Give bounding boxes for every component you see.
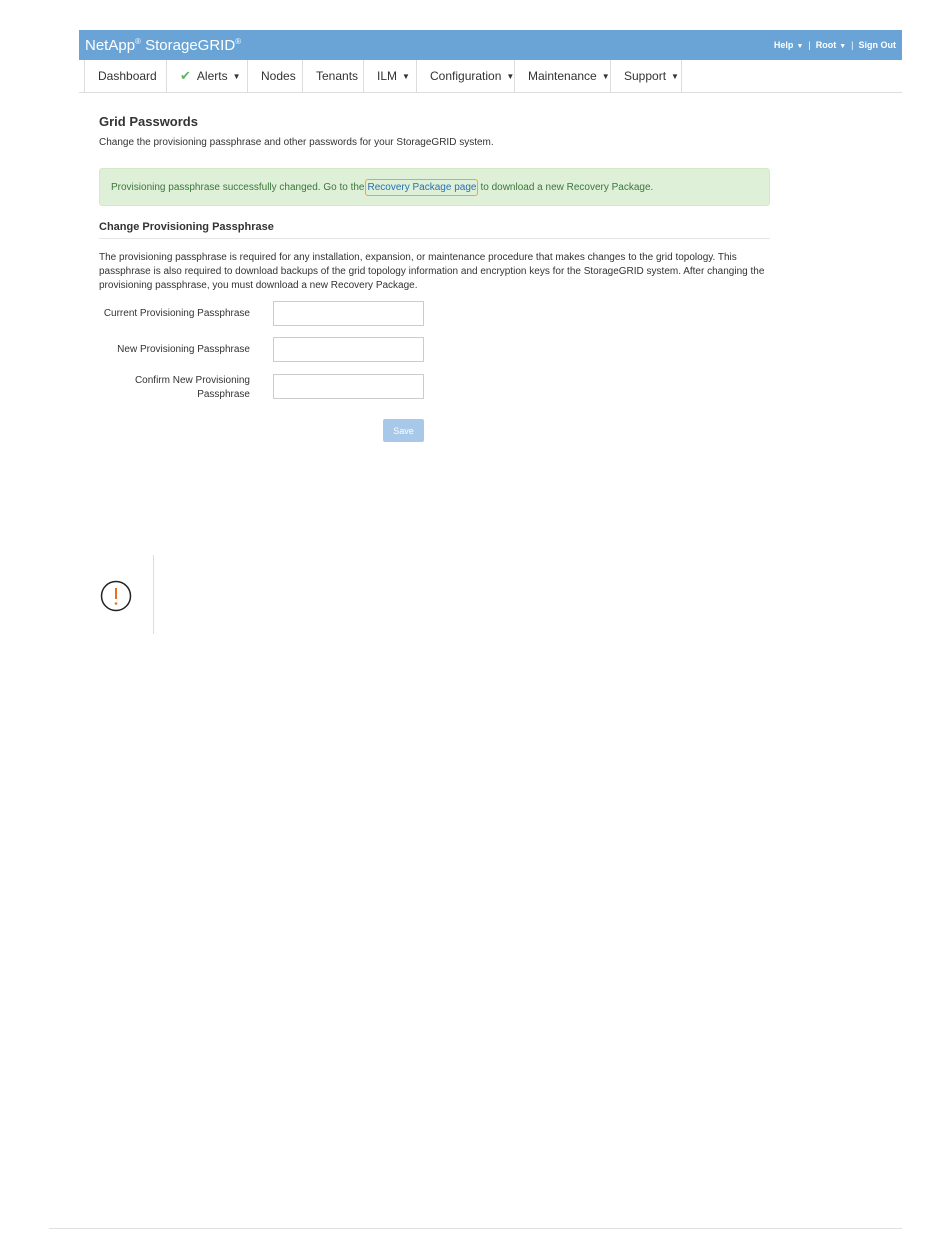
- brand-name: NetApp: [85, 36, 136, 54]
- separator: |: [808, 40, 811, 50]
- sign-out-link[interactable]: Sign Out: [858, 40, 896, 50]
- caret-down-icon: ▼: [796, 43, 804, 50]
- nav-tenants-label: Tenants: [316, 69, 359, 83]
- current-passphrase-row: [99, 301, 250, 326]
- alert-text-after: to download a new Recovery Package.: [480, 181, 654, 193]
- confirm-passphrase-row: [99, 374, 250, 402]
- current-passphrase-label: Current Provisioning Passphrase: [103, 307, 250, 319]
- nav-alerts[interactable]: [166, 60, 247, 92]
- new-passphrase-label: New Provisioning Passphrase: [117, 343, 250, 355]
- nav-dashboard[interactable]: [84, 60, 166, 92]
- brand-logo[interactable]: [85, 37, 241, 54]
- nav-ilm-label: ILM: [377, 69, 398, 83]
- section-description: The provisioning passphrase is required for any installation, expansion, or maintenance procedure that makes changes to the grid topology. This passphrase is also required to download backups of the grid topology information and encryption keys for the StorageGRID system. After changing the provisioning passphrase, you must download a new Recovery Package.: [99, 252, 765, 291]
- caret-down-icon: ▼: [232, 71, 241, 81]
- caret-down-icon: ▼: [402, 71, 410, 81]
- alert-text-before: Provisioning passphrase successfully changed. Go to the: [111, 181, 365, 193]
- nav-support[interactable]: [610, 60, 682, 92]
- note-block: [79, 555, 154, 634]
- nav-nodes[interactable]: [247, 60, 302, 92]
- nav-tenants[interactable]: [302, 60, 363, 92]
- page-subtitle: Change the provisioning passphrase and other passwords for your StorageGRID system.: [99, 137, 494, 148]
- caret-down-icon: ▼: [601, 71, 610, 81]
- header-links: [774, 40, 896, 50]
- footer-divider: [49, 1228, 902, 1229]
- success-alert: [99, 168, 770, 206]
- caret-down-icon: ▼: [506, 71, 515, 81]
- product-reg: ®: [235, 36, 242, 46]
- section-title: Change Provisioning Passphrase: [99, 221, 770, 239]
- caret-down-icon: ▼: [839, 43, 847, 50]
- nav-configuration[interactable]: [416, 60, 514, 92]
- help-label: Help: [773, 40, 794, 50]
- user-label: Root: [815, 40, 837, 50]
- caret-down-icon: ▼: [671, 71, 679, 81]
- separator: |: [851, 40, 854, 50]
- header-bar: [79, 30, 902, 60]
- help-menu[interactable]: [774, 40, 803, 50]
- nav-maintenance[interactable]: [514, 60, 610, 92]
- nav-support-label: Support: [624, 69, 667, 83]
- nav-maintenance-label: Maintenance: [528, 69, 597, 83]
- nav-alerts-label: Alerts: [196, 69, 228, 83]
- confirm-passphrase-input[interactable]: [273, 374, 424, 399]
- nav-ilm[interactable]: [363, 60, 416, 92]
- user-menu[interactable]: [816, 40, 846, 50]
- app-window: [79, 30, 902, 93]
- product-name: StorageGRID: [140, 36, 236, 54]
- new-passphrase-input[interactable]: [273, 337, 424, 362]
- save-button[interactable]: Save: [383, 419, 424, 442]
- main-nav: [79, 60, 902, 93]
- nav-dashboard-label: Dashboard: [98, 69, 157, 83]
- nav-nodes-label: Nodes: [261, 69, 296, 83]
- new-passphrase-row: [99, 337, 250, 362]
- brand-reg: ®: [135, 36, 141, 46]
- warning-circle-icon: [100, 580, 132, 612]
- main-content: [99, 114, 770, 436]
- confirm-passphrase-label: Confirm New Provisioning Passphrase: [134, 375, 250, 400]
- recovery-package-link[interactable]: Recovery Package page: [365, 179, 478, 196]
- nav-configuration-label: Configuration: [430, 69, 502, 83]
- current-passphrase-input[interactable]: [273, 301, 424, 326]
- check-icon: ✔: [180, 68, 191, 83]
- page-title: Grid Passwords: [99, 114, 198, 129]
